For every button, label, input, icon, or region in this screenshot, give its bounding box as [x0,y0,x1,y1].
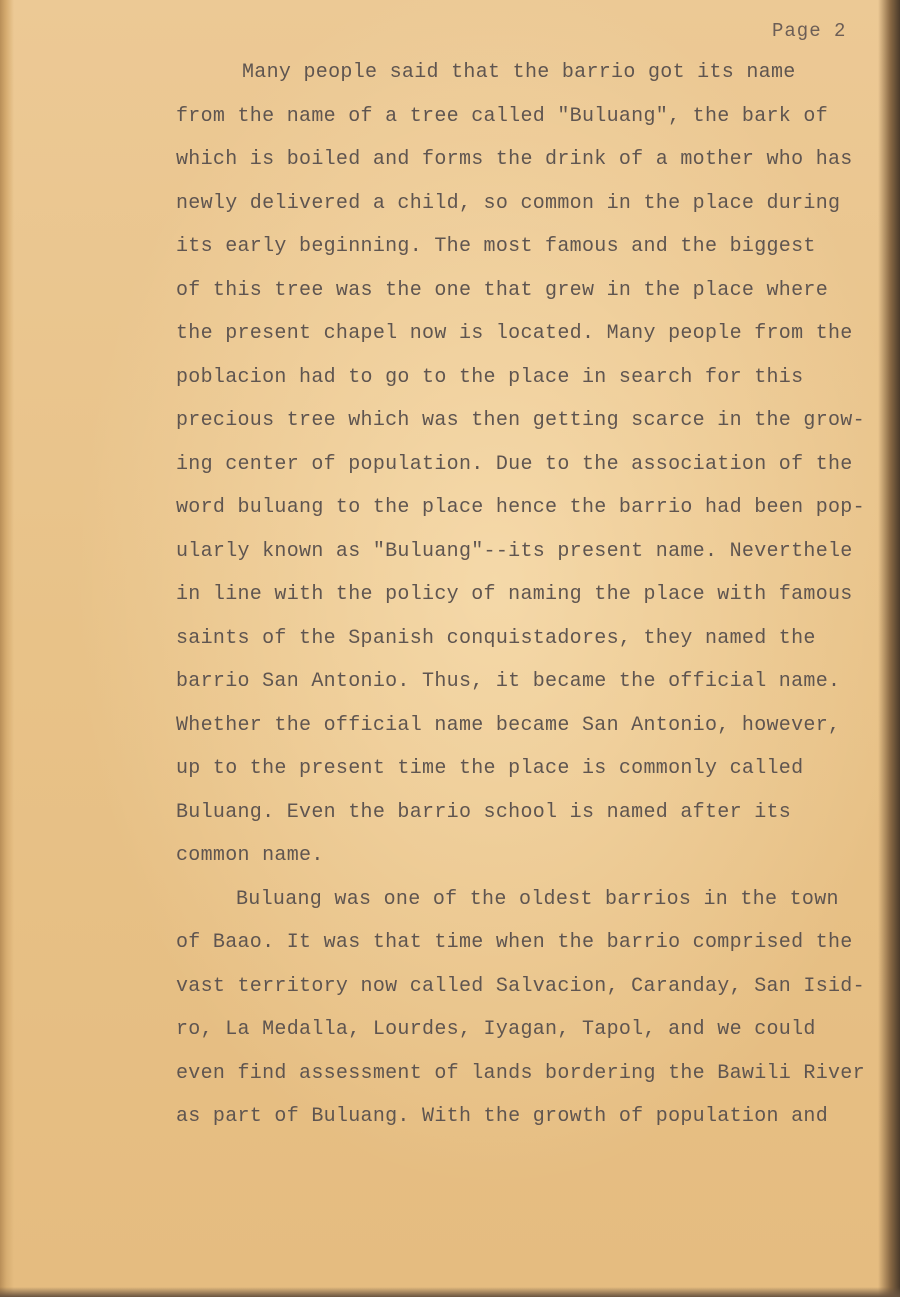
text-line: ro, La Medalla, Lourdes, Iyagan, Tapol, and we could [176,1018,816,1041]
paper-right-edge [878,0,900,1297]
text-line: up to the present time the place is commonly called [176,757,804,780]
text-line: poblacion had to go to the place in search for this [176,365,804,389]
paragraph-2 [176,885,876,1146]
paragraph-1 [176,58,876,885]
text-line: which is boiled and forms the drink of a mother who has [176,148,853,171]
paper-bottom-edge [0,1287,900,1297]
text-line: from the name of a tree called "Buluang", the bark of [176,104,829,128]
text-line: word buluang to the place hence the barrio had been pop- [176,496,865,519]
text-line: its early beginning. The most famous and the biggest [176,235,816,258]
text-line: common name. [176,844,324,867]
text-line: newly delivered a child, so common in the place during [176,191,841,215]
text-line: vast territory now called Salvacion, Caranday, San Isid- [176,974,865,998]
text-line: saints of the Spanish conquistadores, they named the [176,626,816,650]
text-line: in line with the policy of naming the place with famous [176,583,853,606]
text-line: ularly known as "Buluang"--its present name. Neverthele [176,539,853,563]
typed-text-body [176,58,876,1146]
text-line: precious tree which was then getting scarce in the grow- [176,409,865,432]
paper-left-edge [0,0,14,1297]
text-line: as part of Buluang. With the growth of population and [176,1105,829,1128]
text-line: of this tree was the one that grew in the place where [176,278,829,302]
text-line: Buluang was one of the oldest barrios in the town [236,887,839,911]
text-line: barrio San Antonio. Thus, it became the official name. [176,670,841,693]
text-line: of Baao. It was that time when the barrio comprised the [176,931,853,954]
page-number: Page 2 [772,20,847,42]
text-line: the present chapel now is located. Many people from the [176,322,853,345]
text-line: Many people said that the barrio got its name [242,61,796,84]
text-line: even find assessment of lands bordering the Bawili River [176,1061,865,1085]
text-line: Buluang. Even the barrio school is named after its [176,800,792,824]
text-line: Whether the official name became San Antonio, however, [176,713,841,737]
text-line: ing center of population. Due to the association of the [176,452,853,476]
